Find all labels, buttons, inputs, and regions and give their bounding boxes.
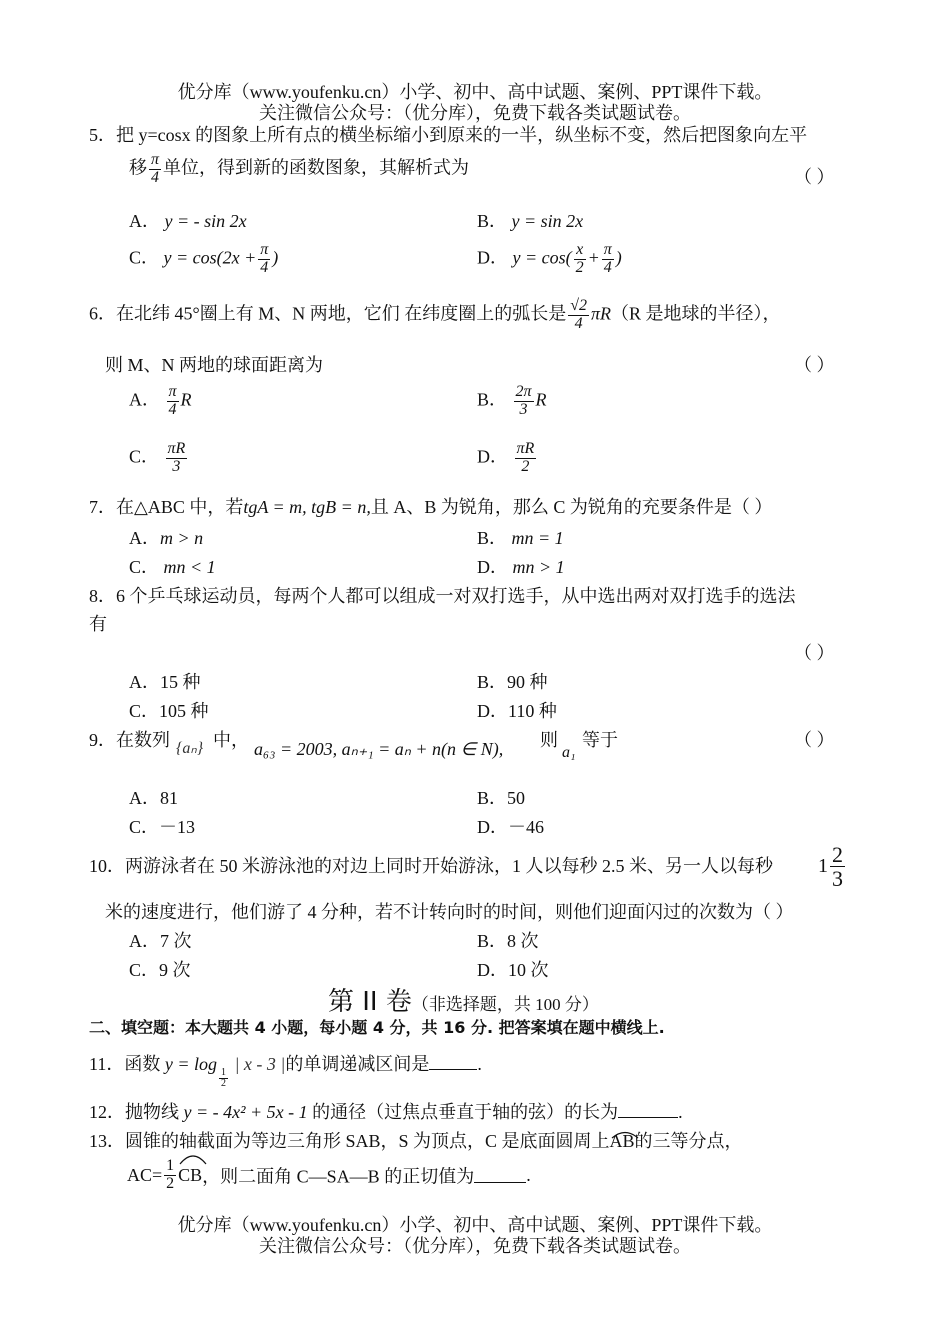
q6-b-frac xyxy=(514,384,534,419)
q5-text-shift: 移 xyxy=(129,157,147,178)
q6-text-c: （R 是地球的半径）， xyxy=(611,303,781,324)
q11-text-b: 的单调递减区间是 xyxy=(285,1054,430,1074)
q5-option-b xyxy=(477,207,583,233)
q5-d-frac1 xyxy=(574,242,586,277)
q10-option-a: A．7 次 xyxy=(129,931,192,951)
q9-option-c: C．－13 xyxy=(129,817,196,837)
header-line-2: 关注微信公众号：（优分库），免费下载各类试题试卷。 xyxy=(259,103,691,123)
q7-option-b xyxy=(477,524,564,550)
q13-arc-cb xyxy=(178,1165,202,1186)
q6-d-frac-den: 2 xyxy=(521,457,530,475)
q11-base-den: 2 xyxy=(220,1078,226,1089)
q6-a-frac-den: 4 xyxy=(168,400,177,418)
q13-ac: AC= xyxy=(127,1164,163,1185)
q7-b-expr: mn = 1 xyxy=(511,528,564,548)
q7-c-label: C． xyxy=(129,557,160,577)
q5-d-pre: y = cos( xyxy=(512,247,572,268)
q5-option-a xyxy=(129,207,247,233)
q8-option-d: D．110 种 xyxy=(477,701,557,721)
q6-c-frac-num: πR xyxy=(167,440,186,457)
q8-answer-paren: （ ） xyxy=(794,643,835,663)
footer-line-1: 优分库（www.youfenku.cn）小学、初中、高中试题、案例、PPT课件下载。 xyxy=(177,1215,773,1235)
q13-text-b2: ，则二面角 C—SA—B 的正切值为 xyxy=(202,1166,475,1187)
q7-a-expr: m > n xyxy=(160,528,204,548)
q10-mixed-den: 3 xyxy=(832,866,843,892)
q6-a-frac-num: π xyxy=(168,383,177,400)
q5-d-frac2-den: 4 xyxy=(603,258,612,276)
q6-d-frac-num: πR xyxy=(516,440,535,457)
q13-arc-ab xyxy=(610,1131,635,1152)
q7-option-a xyxy=(129,524,203,550)
q5-d-mid: + xyxy=(587,247,600,268)
q5-c-post: ) xyxy=(272,247,279,268)
q6-option-b xyxy=(477,384,547,419)
q7-stem xyxy=(89,493,772,519)
q6-stem-line1 xyxy=(89,298,781,333)
q13-line2 xyxy=(127,1158,531,1193)
q13-text-a: 13．圆锥的轴截面为等边三角形 SAB，S 为顶点，C 是底面圆周上 xyxy=(89,1131,610,1151)
q6-b-label: B． xyxy=(477,389,508,410)
q10-mixed-number xyxy=(818,843,847,890)
q7-option-d xyxy=(477,553,565,579)
q5-d-post: ) xyxy=(615,247,622,268)
q5-c-frac xyxy=(258,242,270,277)
part2-subtitle: （非选择题，共 100 分） xyxy=(411,995,599,1014)
q5-c-frac-den: 4 xyxy=(260,258,269,276)
q6-answer-paren: （ ） xyxy=(794,355,835,375)
q13-arc-ab-icon xyxy=(610,1129,640,1139)
q5-d-frac1-den: 2 xyxy=(575,258,584,276)
q6-option-c xyxy=(129,441,189,476)
q11-text-a: 11．函数 xyxy=(89,1054,161,1074)
q7-option-c xyxy=(129,553,216,579)
q13-arc-cb-icon xyxy=(178,1151,208,1165)
q10-mixed-num: 2 xyxy=(832,842,843,867)
q5-c-frac-num: π xyxy=(260,241,269,258)
part2-instruction: 二、填空题：本大题共 4 小题，每小题 4 分，共 16 分. 把答案填在题中横线上. xyxy=(89,1018,665,1037)
q5-option-c xyxy=(129,242,278,277)
q13-frac-num: 1 xyxy=(166,1157,175,1174)
q7-text-a: 7．在△ABC 中，若 xyxy=(89,497,244,517)
part2-heading xyxy=(328,981,599,1018)
q5-stem-line2 xyxy=(129,152,469,187)
q12-text-b: 的通径（过焦点垂直于轴的弦）的长为 xyxy=(312,1102,619,1122)
q13-end: . xyxy=(526,1164,531,1185)
q13-answer-blank[interactable] xyxy=(474,1168,526,1183)
q12-answer-blank[interactable] xyxy=(618,1103,678,1118)
q9-expr: a₆₃ = 2003, aₙ₊₁ = aₙ + n(n ∈ N), xyxy=(254,739,504,759)
q6-stem-line2: 则 M、N 两地的球面距离为 xyxy=(105,355,324,375)
q7-d-expr: mn > 1 xyxy=(512,557,565,577)
q7-a-label: A． xyxy=(129,528,160,548)
q13-frac-den: 2 xyxy=(166,1174,175,1192)
q13-arc-cb-label: CB xyxy=(178,1164,203,1185)
q6-b-frac-den: 3 xyxy=(519,400,528,418)
q6-c-label: C． xyxy=(129,446,160,467)
q5-fraction-pi-4 xyxy=(149,152,161,187)
q11-arg: | x - 3 | xyxy=(234,1054,286,1074)
q6-c-frac-den: 3 xyxy=(172,457,181,475)
q8-stem-line2: 有 xyxy=(89,614,107,634)
q6-c-frac xyxy=(166,441,188,476)
q6-option-a xyxy=(129,384,192,419)
q6-b-frac-num: 2π xyxy=(515,383,532,400)
q8-option-b: B．90 种 xyxy=(477,672,548,692)
q5-d-frac1-num: x xyxy=(574,242,586,260)
q7-d-label: D． xyxy=(477,557,508,577)
q8-option-c: C．105 种 xyxy=(129,701,209,721)
q11-answer-blank[interactable] xyxy=(429,1055,477,1070)
q9-text-d: 等于 xyxy=(582,730,618,750)
q11-line xyxy=(89,1050,482,1090)
q7-text-c: 且 A、B 为锐角，那么 C 为锐角的充要条件是（ ） xyxy=(370,497,773,517)
q9-a1: a₁ xyxy=(562,744,576,761)
q6-a-frac xyxy=(167,384,179,419)
q5-b-expr: y = sin 2x xyxy=(511,211,584,231)
q9-option-a: A．81 xyxy=(129,788,178,808)
q10-option-b: B．8 次 xyxy=(477,931,539,951)
q10-option-c: C．9 次 xyxy=(129,960,191,980)
q8-option-a: A．15 种 xyxy=(129,672,201,692)
q5-c-pre: y = cos(2x + xyxy=(163,247,257,268)
q5-frac-den: 4 xyxy=(151,168,159,186)
q10-option-d: D．10 次 xyxy=(477,960,549,980)
q5-d-frac2-num: π xyxy=(603,241,612,258)
q11-log-base xyxy=(219,1068,228,1090)
q6-pi-r: πR xyxy=(590,303,611,324)
q9-answer-paren: （ ） xyxy=(794,730,835,750)
q6-a-post: R xyxy=(180,389,192,410)
q8-stem-line1: 8．6 个乒乓球运动员，每两个人都可以组成一对双打选手，从中选出两对双打选手的选法 xyxy=(89,586,796,606)
q6-d-label: D． xyxy=(477,446,508,467)
q13-arc-ab-label: AB xyxy=(609,1131,635,1151)
q13-line1 xyxy=(89,1127,743,1153)
q5-b-label: B． xyxy=(477,211,508,231)
q10-mixed-whole: 1 xyxy=(818,855,828,878)
q5-a-expr: y = - sin 2x xyxy=(164,211,247,231)
q5-d-frac2 xyxy=(602,242,614,277)
q7-expr: tgA = m, tgB = n, xyxy=(243,497,371,517)
q9-option-b: B．50 xyxy=(477,788,526,808)
q5-answer-paren: （ ） xyxy=(794,167,835,187)
part2-title: 第 II 卷 xyxy=(328,987,412,1017)
q6-d-frac xyxy=(515,441,537,476)
q9-text-c: 则 xyxy=(540,730,558,750)
q6-frac-num: √2 xyxy=(570,297,587,314)
q7-b-label: B． xyxy=(477,528,508,548)
q11-expr: y = log xyxy=(164,1054,217,1074)
q5-d-label: D． xyxy=(477,247,508,268)
q6-fraction-sqrt2-4 xyxy=(568,298,589,333)
q6-frac-den: 4 xyxy=(574,314,583,332)
q10-mixed-frac xyxy=(830,843,845,890)
q10-stem-line2: 米的速度进行，他们游了 4 分种，若不计转向时的时间，则他们迎面闪过的次数为（ ） xyxy=(105,902,794,922)
q9-text-b: 中， xyxy=(213,730,249,750)
q7-c-expr: mn < 1 xyxy=(163,557,216,577)
q12-end: . xyxy=(678,1102,683,1122)
q6-a-label: A． xyxy=(129,389,160,410)
q12-text-a: 12．抛物线 xyxy=(89,1102,179,1122)
q5-text-unit: 单位，得到新的函数图象，其解析式为 xyxy=(163,157,470,178)
q5-option-d xyxy=(477,242,622,277)
q6-text-a: 6．在北纬 45°圈上有 M、N 两地，它们 在纬度圈上的弧长是 xyxy=(89,303,567,324)
q5-c-label: C． xyxy=(129,247,160,268)
q12-expr: y = - 4x² + 5x - 1 xyxy=(183,1102,308,1122)
q13-text-b: 的三等分点， xyxy=(634,1131,743,1151)
q11-end: . xyxy=(477,1054,482,1074)
q5-stem-line1: 5．把 y=cosx 的图象上所有点的横坐标缩小到原来的一半，纵坐标不变，然后把图象向左平 xyxy=(89,125,808,145)
q5-a-label: A． xyxy=(129,211,160,231)
header-line-1: 优分库（www.youfenku.cn）小学、初中、高中试题、案例、PPT课件下载。 xyxy=(177,82,773,102)
q12-line xyxy=(89,1098,683,1124)
q9-sequence: {aₙ} xyxy=(176,740,204,757)
q5-frac-num: π xyxy=(151,151,160,168)
q6-option-d xyxy=(477,441,538,476)
q11-base-num: 1 xyxy=(220,1066,226,1078)
footer-line-2: 关注微信公众号：（优分库），免费下载各类试题试卷。 xyxy=(259,1236,691,1256)
q6-b-post: R xyxy=(535,389,547,410)
q10-stem-line1: 10．两游泳者在 50 米游泳池的对边上同时开始游泳，1 人以每秒 2.5 米、另一人以每秒 xyxy=(89,856,773,876)
q9-text-a: 9．在数列 xyxy=(89,730,170,750)
q9-option-d: D．－46 xyxy=(477,817,544,837)
q13-frac-half xyxy=(164,1158,176,1193)
